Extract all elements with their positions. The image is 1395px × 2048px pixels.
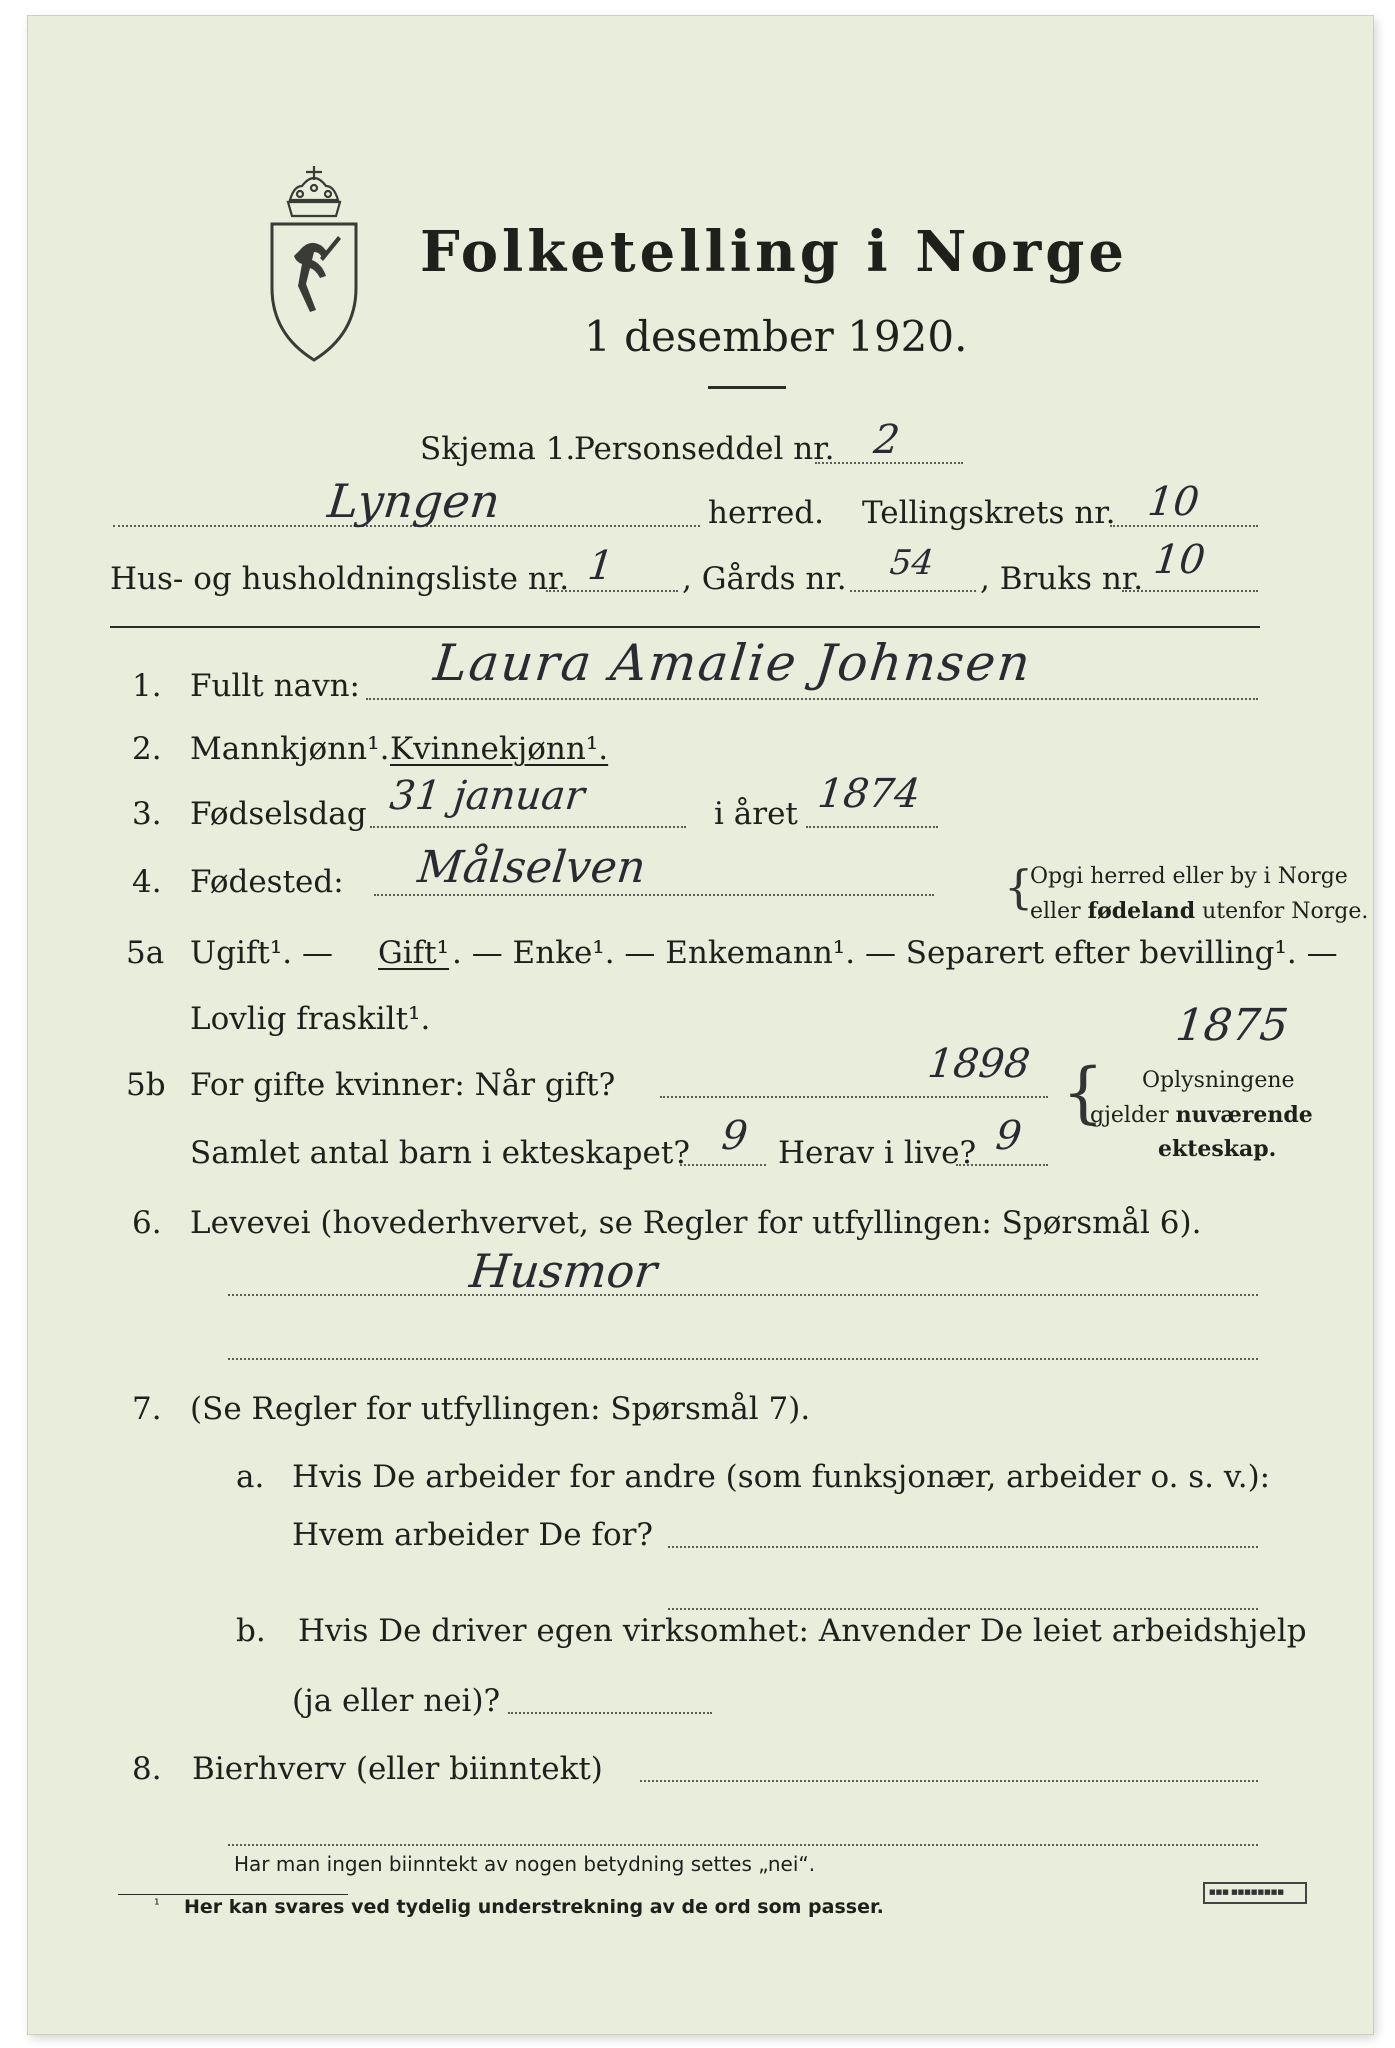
marital-other-options[interactable]: . — Enke¹. — Enkemann¹. — Separert efter bevilling¹. — bbox=[452, 935, 1338, 971]
header-divider bbox=[110, 626, 1260, 628]
footnote-mark: ¹ bbox=[154, 1897, 160, 1913]
title-divider bbox=[708, 386, 786, 389]
q7b-question: Hvis De driver egen virksomhet: Anvender De leiet arbeidshjelp bbox=[298, 1613, 1307, 1649]
married-when-value: 1898 bbox=[925, 1041, 1033, 1087]
herred-label: herred. bbox=[708, 495, 824, 531]
bruks-value: 10 bbox=[1151, 537, 1208, 583]
printer-stamp: ■■■ ■■■■■■■■ bbox=[1203, 1882, 1307, 1904]
q5b-brace: { bbox=[1062, 1054, 1104, 1131]
employer-label: Hvem arbeider De for? bbox=[292, 1517, 654, 1553]
bruks-label: , Bruks nr. bbox=[980, 561, 1144, 597]
q1-number: 1. bbox=[132, 668, 162, 704]
hired-help-label: (ja eller nei)? bbox=[292, 1683, 501, 1719]
husliste-label: Hus- og husholdningsliste nr. bbox=[110, 561, 570, 597]
children-label: Samlet antal barn i ekteskapet? bbox=[190, 1135, 690, 1171]
form-title: Folketelling i Norge bbox=[420, 219, 1129, 285]
gards-label: , Gårds nr. bbox=[682, 561, 847, 597]
form-subtitle: 1 desember 1920. bbox=[584, 312, 968, 361]
q5b-number: 5b bbox=[126, 1067, 166, 1103]
q1-label: Fullt navn: bbox=[190, 668, 360, 704]
husliste-field[interactable] bbox=[546, 590, 678, 592]
full-name-value: Laura Amalie Johnsen bbox=[430, 634, 1035, 692]
birthyear-label: i året bbox=[714, 796, 798, 832]
children-field[interactable] bbox=[680, 1164, 766, 1166]
footnote-text: Her kan svares ved tydelig understrekning av de ord som passer. bbox=[184, 1896, 884, 1918]
marital-fraskilt-option[interactable]: Lovlig fraskilt¹. bbox=[190, 1001, 431, 1037]
birthdate-field[interactable] bbox=[370, 826, 686, 828]
q4-note-line1: Opgi herred eller by i Norge bbox=[1030, 864, 1348, 889]
schema-label: Skjema 1. bbox=[420, 431, 576, 467]
q7b-letter: b. bbox=[236, 1613, 266, 1649]
marital-ugift-option[interactable]: Ugift¹. — bbox=[190, 935, 333, 971]
q4-label: Fødested: bbox=[190, 864, 344, 900]
q7a-question: Hvis De arbeider for andre (som funksjonær, arbeider o. s. v.): bbox=[292, 1459, 1271, 1495]
marital-gift-option[interactable]: Gift¹ bbox=[378, 935, 450, 971]
q2-number: 2. bbox=[132, 731, 162, 767]
husliste-value: 1 bbox=[585, 543, 616, 589]
q6-number: 6. bbox=[132, 1205, 162, 1241]
occupation-label: Levevei (hovederhvervet, se Regler for utfyllingen: Spørsmål 6). bbox=[190, 1205, 1202, 1241]
extra-year-value: 1875 bbox=[1173, 1000, 1291, 1051]
q5b-note-line3: ekteskap. bbox=[1158, 1136, 1277, 1162]
tellingskrets-label: Tellingskrets nr. bbox=[862, 495, 1116, 531]
birthplace-value: Målselven bbox=[415, 842, 649, 893]
alive-value: 9 bbox=[993, 1113, 1024, 1159]
q5b-note-line1: Oplysningene bbox=[1142, 1068, 1295, 1093]
q5b-note-line2: gjelder nuværende bbox=[1090, 1102, 1313, 1128]
occupation-value: Husmor bbox=[467, 1244, 660, 1298]
gender-female-option[interactable]: Kvinnekjønn¹. bbox=[390, 731, 609, 767]
q4-number: 4. bbox=[132, 864, 162, 900]
q4-brace: { bbox=[1004, 860, 1034, 914]
tellingskrets-field[interactable] bbox=[1110, 525, 1258, 527]
side-income-label: Bierhverv (eller biinntekt) bbox=[192, 1751, 603, 1787]
gender-male-option[interactable]: Mannkjønn¹. bbox=[190, 731, 390, 767]
personseddel-label: Personseddel nr. bbox=[574, 431, 835, 467]
no-income-note: Har man ingen biinntekt av nogen betydning settes „nei“. bbox=[234, 1852, 816, 1876]
census-form-page bbox=[28, 16, 1373, 2034]
tellingskrets-value: 10 bbox=[1145, 479, 1202, 525]
birthyear-field[interactable] bbox=[806, 826, 938, 828]
q7-number: 7. bbox=[132, 1391, 162, 1427]
alive-field[interactable] bbox=[956, 1164, 1048, 1166]
footnote-divider bbox=[118, 1894, 348, 1895]
gards-value: 54 bbox=[887, 543, 936, 583]
bruks-field[interactable] bbox=[1122, 590, 1258, 592]
children-value: 9 bbox=[719, 1113, 750, 1159]
herred-value: Lyngen bbox=[325, 474, 503, 528]
married-when-label: For gifte kvinner: Når gift? bbox=[190, 1067, 616, 1103]
occupation-field-line2[interactable] bbox=[228, 1358, 1258, 1360]
birthplace-field[interactable] bbox=[374, 894, 934, 896]
q8-number: 8. bbox=[132, 1751, 162, 1787]
side-income-field-line2[interactable] bbox=[228, 1844, 1258, 1846]
employer-field-line2[interactable] bbox=[668, 1608, 1258, 1610]
married-when-field[interactable] bbox=[660, 1096, 1048, 1098]
alive-label: Herav i live? bbox=[778, 1135, 977, 1171]
q7a-letter: a. bbox=[236, 1459, 265, 1495]
employer-field[interactable] bbox=[668, 1546, 1258, 1548]
q5a-number: 5a bbox=[126, 935, 165, 971]
gards-field[interactable] bbox=[850, 590, 976, 592]
hired-help-field[interactable] bbox=[508, 1712, 712, 1714]
q3-number: 3. bbox=[132, 796, 162, 832]
occupation-field[interactable] bbox=[228, 1294, 1258, 1296]
personseddel-value: 2 bbox=[871, 417, 902, 463]
q7-label: (Se Regler for utfyllingen: Spørsmål 7). bbox=[190, 1391, 811, 1427]
q4-note-line2: eller fødeland utenfor Norge. bbox=[1030, 898, 1369, 924]
birthdate-value: 31 januar bbox=[387, 773, 587, 819]
q3-label: Fødselsdag bbox=[190, 796, 367, 832]
full-name-field[interactable] bbox=[366, 698, 1258, 700]
norwegian-coat-of-arms-icon bbox=[260, 158, 368, 368]
side-income-field[interactable] bbox=[640, 1780, 1258, 1782]
birthyear-value: 1874 bbox=[815, 771, 923, 817]
